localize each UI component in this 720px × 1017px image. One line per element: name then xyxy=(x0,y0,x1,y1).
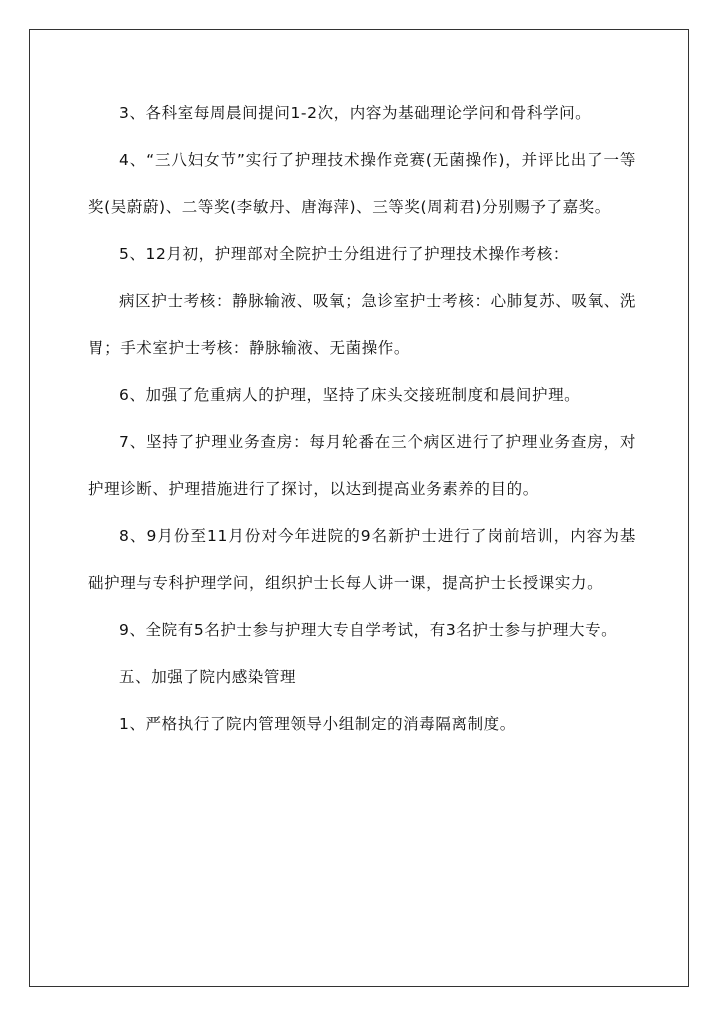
paragraph-assessment-details: 病区护士考核：静脉输液、吸氧；急诊室护士考核：心肺复苏、吸氧、洗胃；手术室护士考核：静脉输液、无菌操作。 xyxy=(88,292,636,357)
paragraph-item-7: 7、坚持了护理业务查房：每月轮番在三个病区进行了护理业务查房，对护理诊断、护理措施进行了探讨，以达到提高业务素养的目的。 xyxy=(88,433,636,498)
paragraph-item-4: 4、“三八妇女节”实行了护理技术操作竞赛(无菌操作)，并评比出了一等奖(吴蔚蔚)、二等奖(李敏丹、唐海萍)、三等奖(周莉君)分别赐予了嘉奖。 xyxy=(88,151,636,216)
paragraph-item-6: 6、加强了危重病人的护理，坚持了床头交接班制度和晨间护理。 xyxy=(119,386,581,404)
paragraph-section-5-item-1: 1、严格执行了院内管理领导小组制定的消毒隔离制度。 xyxy=(119,715,516,733)
document-body xyxy=(88,90,636,748)
paragraph-item-8: 8、9月份至11月份对今年进院的9名新护士进行了岗前培训，内容为基础护理与专科护理学问，组织护士长每人讲一课，提高护士长授课实力。 xyxy=(88,527,636,592)
section-heading-5: 五、加强了院内感染管理 xyxy=(119,668,297,686)
paragraph-item-3: 3、各科室每周晨间提问1-2次，内容为基础理论学问和骨科学问。 xyxy=(119,104,592,122)
paragraph-item-5: 5、12月初，护理部对全院护士分组进行了护理技术操作考核： xyxy=(119,245,569,263)
paragraph-item-9: 9、全院有5名护士参与护理大专自学考试，有3名护士参与护理大专。 xyxy=(119,621,618,639)
